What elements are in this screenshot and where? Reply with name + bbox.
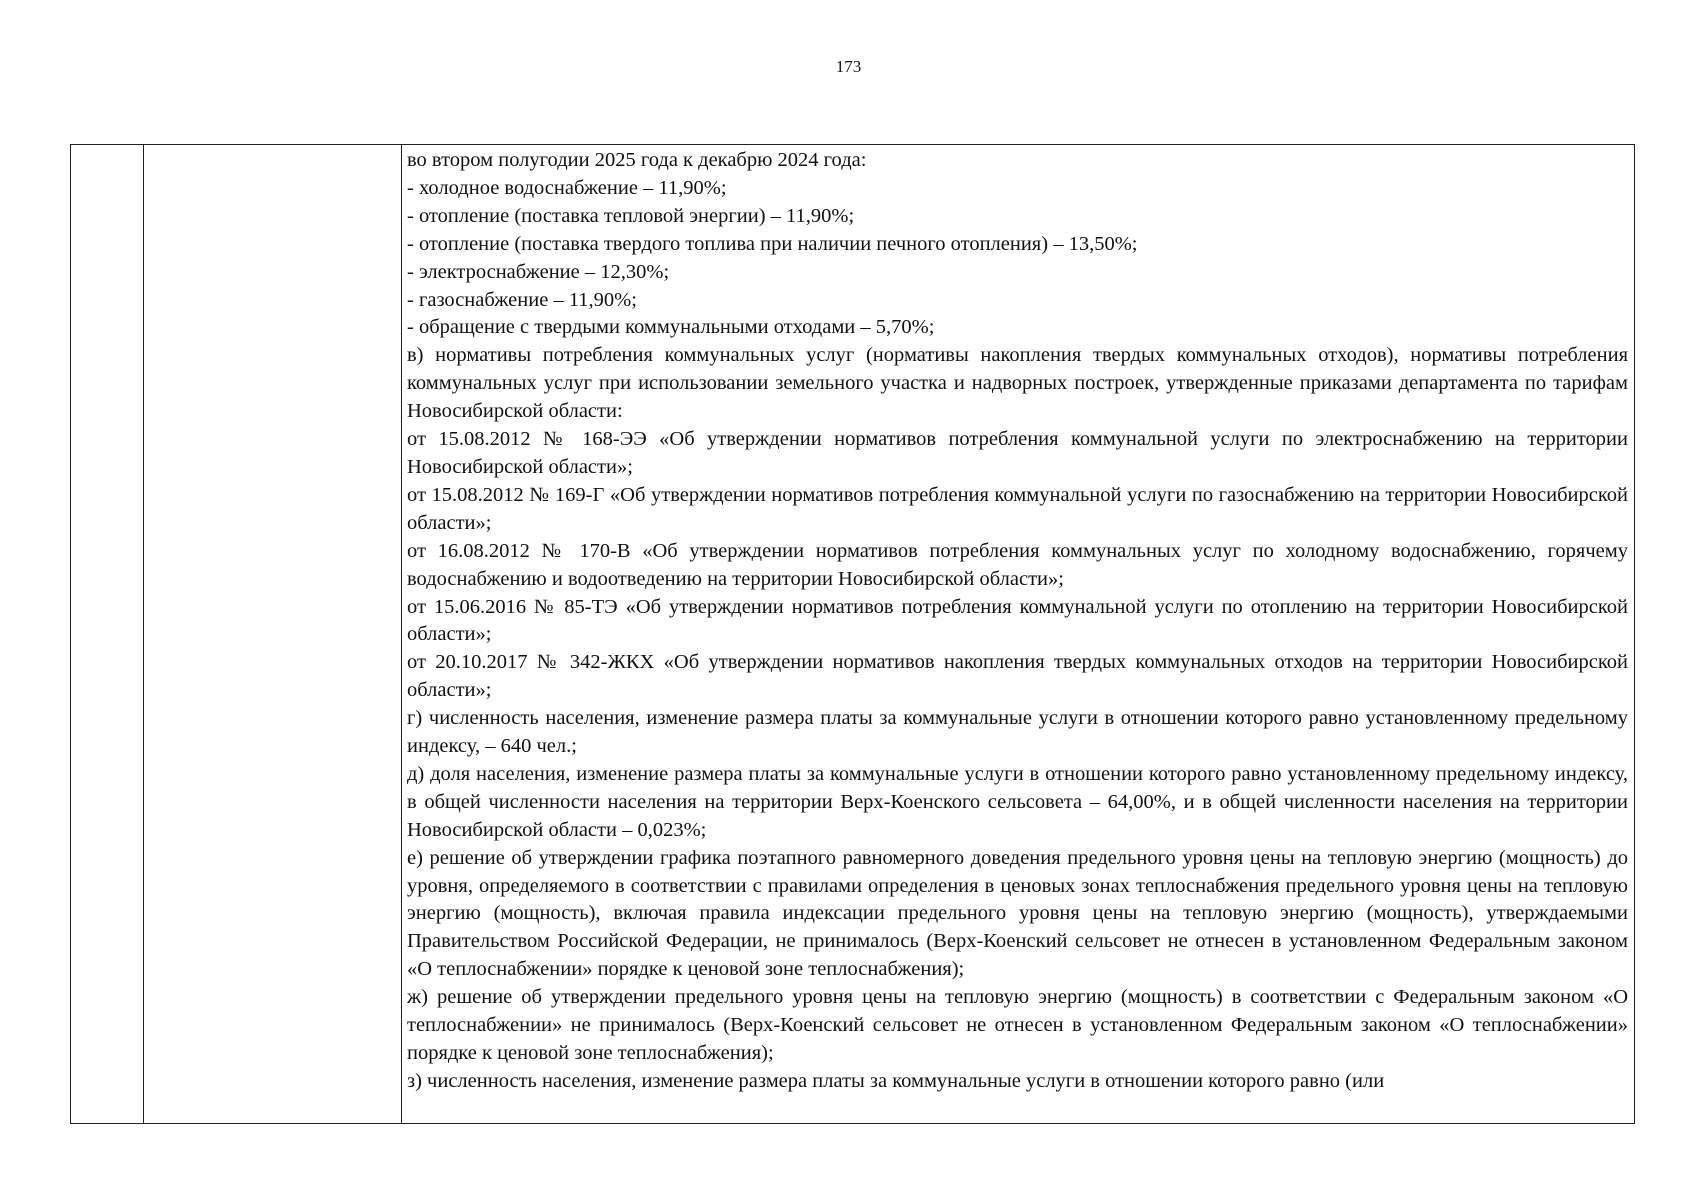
list-item: - отопление (поставка твердого топлива при наличии печного отопления) – 13,50%; (407, 232, 1138, 255)
paragraph: от 15.08.2012 № 168-ЭЭ «Об утверждении нормативов потребления коммунальной услуги по электроснабжению на территории Новосибирской области»; (407, 428, 1628, 478)
paragraph: от 16.08.2012 № 170-В «Об утверждении нормативов потребления коммунальных услуг по холодному водоснабжению, горячему водоснабжению и водоотведению на территории Новосибирской области»; (407, 539, 1628, 590)
paragraph: от 20.10.2017 № 342-ЖКХ «Об утверждении нормативов накопления твердых коммунальных отходов на территории Новосибирской области»; (407, 651, 1628, 702)
paragraph: в) нормативы потребления коммунальных услуг (нормативы накопления твердых коммунальных отходов), нормативы потребления коммунальных услуг при использовании земельного участка и надворных построек, утвержденные приказами департамента по тарифам Новосибирской области: (407, 344, 1628, 423)
paragraph: е) решение об утверждении графика поэтапного равномерного доведения предельного уровня цены на тепловую энергию (мощность) до уровня, определяемого в соответствии с правилами определения в ценовых зонах теплоснабжения предельного уровня цены на тепловую энергию (мощность), включая правила индексации предельного уровня цены на тепловую энергию (мощность), утверждаемыми Правительством Российской Федерации, не принималось (Верх-Коенский сельсовет не отнесен в установленном Федеральным законом «О теплоснабжении» порядке к ценовой зоне теплоснабжения); (407, 846, 1628, 981)
table-column-divider (143, 145, 144, 1123)
paragraph: г) численность населения, изменение размера платы за коммунальные услуги в отношении которого равно установленному предельному индексу, – 640 чел.; (407, 707, 1628, 758)
page-number: 173 (835, 57, 862, 76)
document-table (70, 144, 1635, 1124)
list-item: - газоснабжение – 11,90%; (407, 288, 637, 311)
paragraph: д) доля населения, изменение размера платы за коммунальные услуги в отношении которого равно установленному предельному индексу, в общей численности населения на территории Верх-Коенского сельсовета – 64,00%, и в общей численности населения на территории Новосибирской области – 0,023%; (407, 762, 1628, 841)
table-column-divider (401, 145, 402, 1123)
paragraph: от 15.06.2016 № 85-ТЭ «Об утверждении нормативов потребления коммунальной услуги по отоплению на территории Новосибирской области»; (407, 595, 1628, 646)
paragraph: з) численность населения, изменение размера платы за коммунальные услуги в отношении которого равно (или (407, 1069, 1385, 1092)
list-item: - электроснабжение – 12,30%; (407, 260, 670, 283)
paragraph: от 15.08.2012 № 169-Г «Об утверждении нормативов потребления коммунальной услуги по газоснабжению на территории Новосибирской области»; (407, 483, 1628, 534)
list-item: - холодное водоснабжение – 11,90%; (407, 176, 727, 199)
table-cell-content (407, 147, 1628, 1123)
list-item: - обращение с твердыми коммунальными отходами – 5,70%; (407, 316, 935, 339)
paragraph: ж) решение об утверждении предельного уровня цены на тепловую энергию (мощность) в соответствии с Федеральным законом «О теплоснабжении» не принималось (Верх-Коенский сельсовет не отнесен в установленном Федеральным законом «О теплоснабжении» порядке к ценовой зоне теплоснабжения); (407, 986, 1628, 1064)
list-item: - отопление (поставка тепловой энергии) – 11,90%; (407, 204, 855, 227)
paragraph: во втором полугодии 2025 года к декабрю 2024 года: (407, 149, 867, 171)
